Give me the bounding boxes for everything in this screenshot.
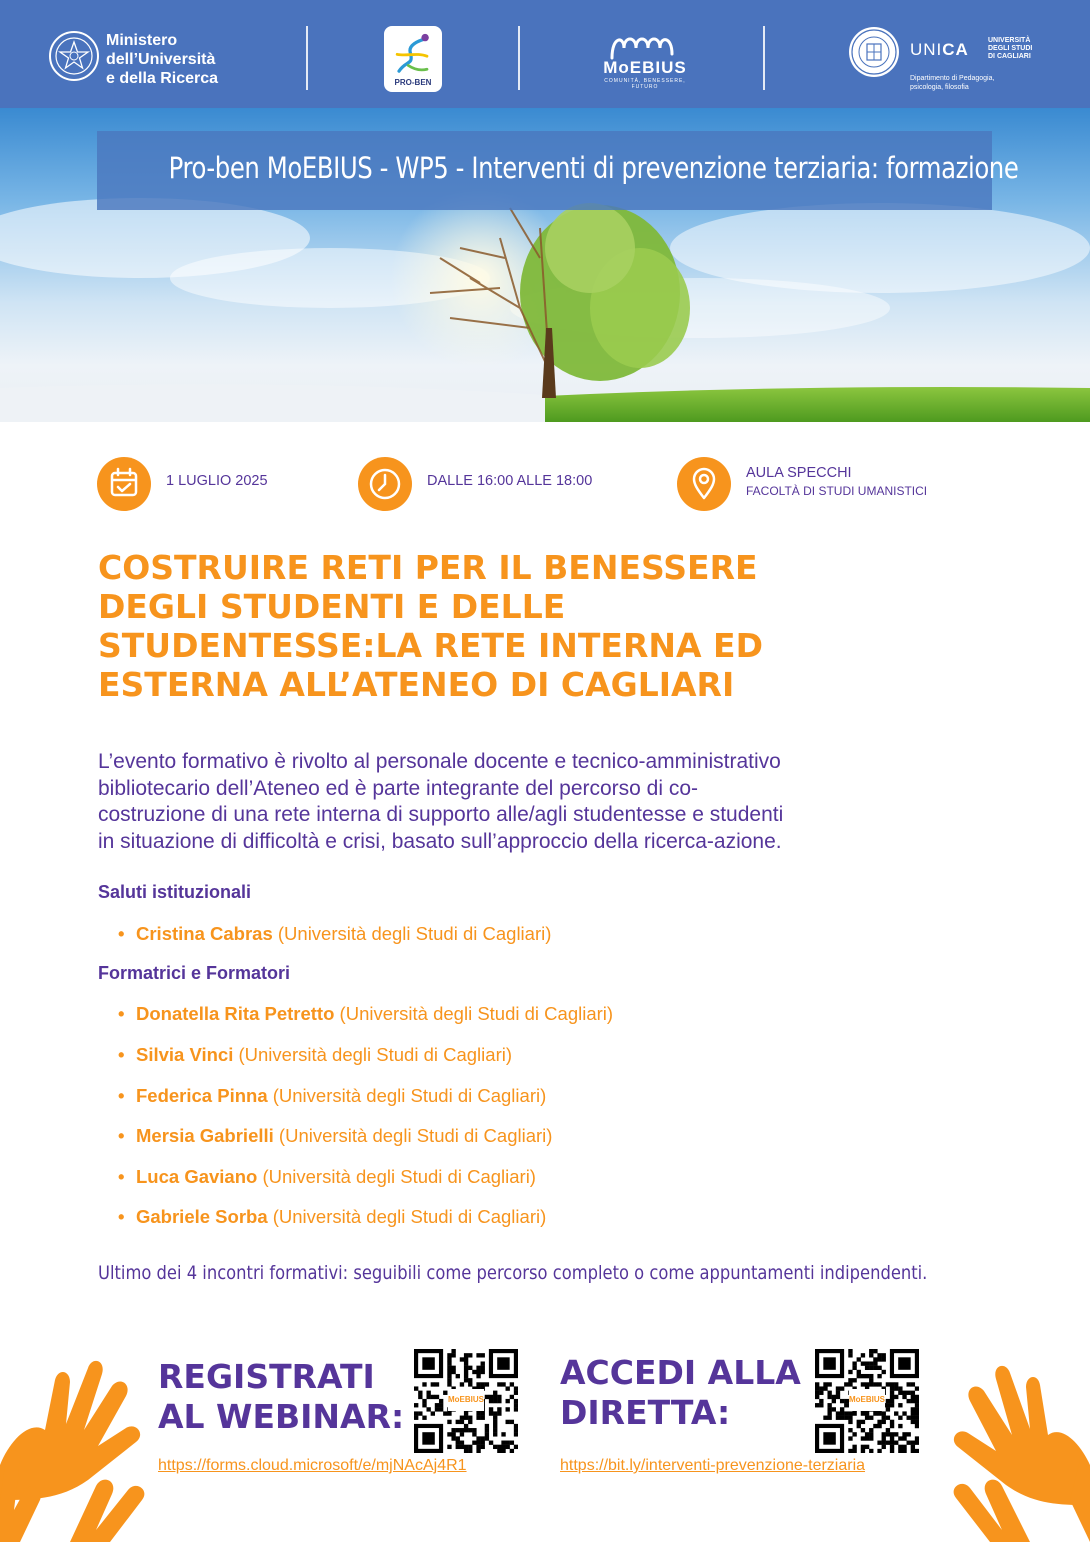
bullet: • xyxy=(118,1044,125,1065)
moebius-logo xyxy=(590,30,700,90)
unica-university-line: UNIVERSITÀ xyxy=(988,37,1031,44)
ministry-line: e della Ricerca xyxy=(106,70,219,87)
live-link[interactable]: https://bit.ly/interventi-prevenzione-terziaria xyxy=(560,1457,866,1474)
ministry-name xyxy=(106,31,218,88)
calendar-icon xyxy=(97,457,151,511)
hero-banner xyxy=(97,131,1019,210)
series-note: Ultimo dei 4 incontri formativi: seguibili come percorso completo o come appuntamenti indipendenti. xyxy=(98,1262,928,1284)
unica-wordmark xyxy=(910,40,969,60)
person-name: Gabriele Sorba xyxy=(136,1206,268,1227)
header-divider xyxy=(518,26,520,90)
header-divider xyxy=(306,26,308,90)
university-seal-icon xyxy=(848,26,900,78)
register-label-line: AL WEBINAR: xyxy=(158,1397,405,1436)
person-affiliation: (Università degli Studi di Cagliari) xyxy=(334,1003,614,1024)
event-description xyxy=(98,749,978,855)
event-title-line: DEGLI STUDENTI E DELLE xyxy=(98,587,566,626)
italian-republic-emblem-icon xyxy=(48,30,100,82)
event-title-line: STUDENTESSE:LA RETE INTERNA ED xyxy=(98,626,763,665)
clock-icon xyxy=(358,457,412,511)
event-time: DALLE 16:00 ALLE 18:00 xyxy=(427,473,593,489)
moebius-loops-icon xyxy=(590,30,700,60)
trainer-person xyxy=(118,1044,512,1066)
trainer-person xyxy=(118,1206,546,1228)
person-name: Luca Gaviano xyxy=(136,1166,258,1187)
unica-bold: CA xyxy=(942,40,969,59)
bullet: • xyxy=(118,1003,125,1024)
qr-logo: MoEBIUS xyxy=(849,1389,885,1411)
ministry-line: Ministero xyxy=(106,32,178,49)
moebius-tagline: COMUNITÀ, BENESSERE, FUTURO xyxy=(604,78,686,90)
description-line: costruzione di una rete interna di supporto alle/agli studentesse e studenti xyxy=(98,803,784,826)
register-label xyxy=(158,1357,404,1437)
hand-left-bottom-icon xyxy=(0,1440,160,1542)
event-location-detail: FACOLTÀ DI STUDI UMANISTICI xyxy=(746,484,928,498)
live-label-line: ACCEDI ALLA xyxy=(560,1353,801,1392)
unica-department-line: psicologia, filosofia xyxy=(910,84,969,91)
event-title-line: COSTRUIRE RETI PER IL BENESSERE xyxy=(98,548,758,587)
person-affiliation: (Università degli Studi di Cagliari) xyxy=(267,1085,547,1106)
event-location: AULA SPECCHI xyxy=(746,465,852,481)
proben-logo xyxy=(384,26,442,92)
location-pin-icon xyxy=(677,457,731,511)
bullet: • xyxy=(118,923,125,944)
person-affiliation: (Università degli Studi di Cagliari) xyxy=(267,1206,547,1227)
trainer-person xyxy=(118,1085,546,1107)
person-name: Silvia Vinci xyxy=(136,1044,234,1065)
hero-image xyxy=(0,108,1090,422)
event-date: 1 LUGLIO 2025 xyxy=(166,473,268,489)
bullet: • xyxy=(118,1125,125,1146)
ministry-line: dell’Università xyxy=(106,51,216,68)
person-name: Federica Pinna xyxy=(136,1085,268,1106)
greetings-heading: Saluti istituzionali xyxy=(98,882,252,902)
bullet: • xyxy=(118,1085,125,1106)
trainer-person xyxy=(118,1166,536,1188)
bullet: • xyxy=(118,1166,125,1187)
register-link[interactable]: https://forms.cloud.microsoft/e/mjNAcAj4R1 xyxy=(158,1457,467,1474)
register-label-line: REGISTRATI xyxy=(158,1357,375,1396)
unica-department-line: Dipartimento di Pedagogia, xyxy=(910,75,995,82)
event-title xyxy=(98,548,958,704)
header-bar xyxy=(0,0,1090,108)
trainer-person xyxy=(118,1125,552,1147)
unica-university-name xyxy=(988,37,1032,61)
greetings-person xyxy=(118,923,551,945)
unica-prefix: UNI xyxy=(910,40,943,59)
live-label xyxy=(560,1353,801,1433)
trainers-heading: Formatrici e Formatori xyxy=(98,963,291,983)
person-name: Cristina Cabras xyxy=(136,923,273,944)
description-line: in situazione di difficoltà e crisi, basato sull’approccio della ricerca-azione. xyxy=(98,829,782,853)
proben-label: PRO-BEN xyxy=(394,78,432,87)
person-affiliation: (Università degli Studi di Cagliari) xyxy=(233,1044,512,1065)
live-qr-code[interactable] xyxy=(815,1349,919,1453)
event-title-line: ESTERNA ALL’ATENEO DI CAGLIARI xyxy=(98,665,735,704)
qr-logo: MoEBIUS xyxy=(448,1389,484,1411)
person-affiliation: (Università degli Studi di Cagliari) xyxy=(257,1166,536,1187)
person-name: Donatella Rita Petretto xyxy=(136,1003,335,1024)
description-line: bibliotecario dell’Ateneo ed è parte integrante del percorso di co- xyxy=(98,776,699,800)
unica-university-line: DEGLI STUDI xyxy=(988,45,1033,52)
person-name: Mersia Gabrielli xyxy=(136,1125,274,1146)
moebius-name: MoEBIUS xyxy=(603,58,687,77)
hand-right-bottom-icon xyxy=(930,1430,1090,1542)
register-qr-code[interactable] xyxy=(414,1349,518,1453)
description-line: L’evento formativo è rivolto al personale docente e tecnico-amministrativo xyxy=(98,750,781,773)
trainer-person xyxy=(118,1003,613,1025)
person-affiliation: (Università degli Studi di Cagliari) xyxy=(273,1125,553,1146)
project-title: Pro-ben MoEBIUS - WP5 - Interventi di prevenzione terziaria: formazione xyxy=(168,151,1019,185)
unica-department xyxy=(910,74,994,92)
header-divider xyxy=(763,26,765,90)
live-label-line: DIRETTA: xyxy=(560,1393,731,1432)
bullet: • xyxy=(118,1206,125,1227)
unica-university-line: DI CAGLIARI xyxy=(988,53,1031,60)
person-affiliation: (Università degli Studi di Cagliari) xyxy=(272,923,552,944)
